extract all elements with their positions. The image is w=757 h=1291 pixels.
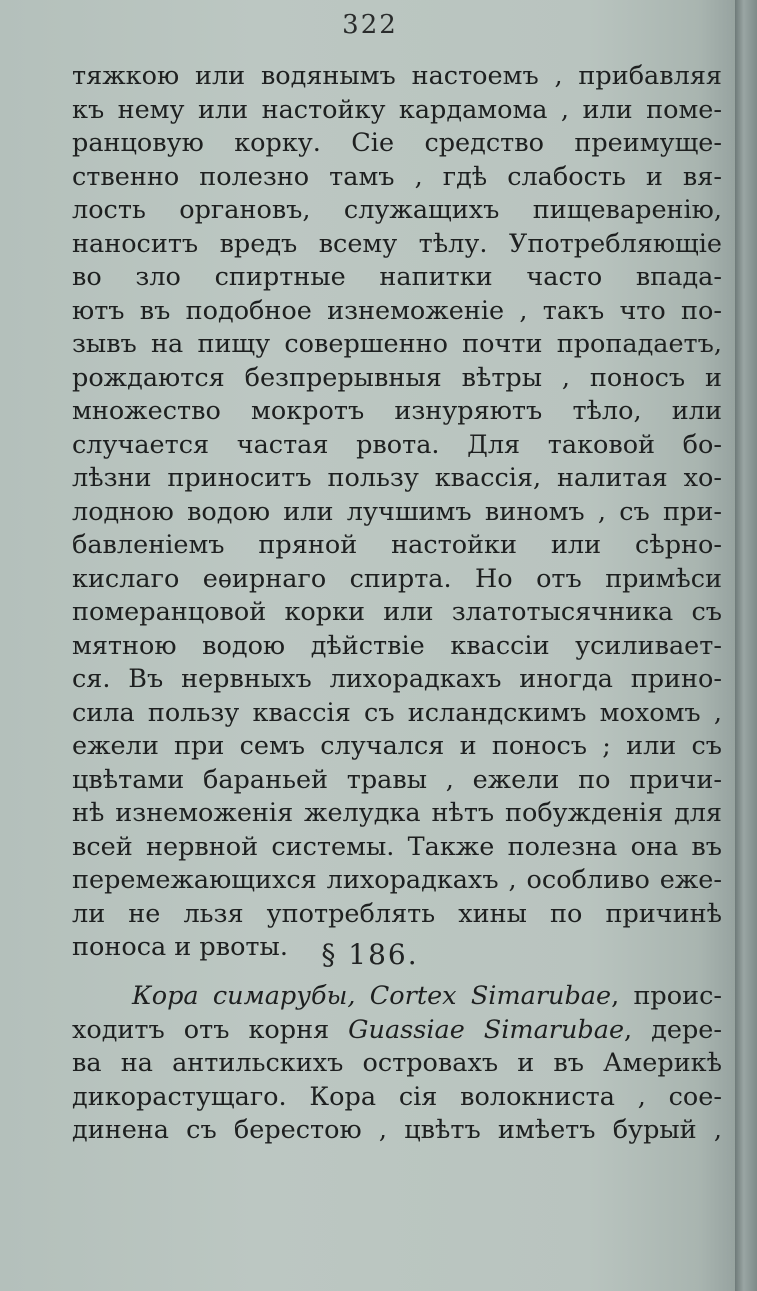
text-line: наноситъ вредъ всему тѣлу. Употребляющiе: [72, 228, 722, 259]
text-line: ся. Въ нервныхъ лихорадкахъ иногда прино-: [72, 664, 722, 694]
text-line: рождаются безпрерывныя вѣтры , поносъ и: [72, 362, 722, 393]
text-line: ственно полезно тамъ , гдѣ слабость и вя-: [72, 161, 722, 192]
text-line: ли не льзя употреблять хины по причинѣ: [72, 898, 722, 929]
text-line: множество мокротъ изнуряютъ тѣло, или: [72, 396, 722, 426]
text-line: тяжкою или водянымъ настоемъ , прибавляя: [72, 61, 722, 91]
text-line: нѣ изнеможенiя желудка нѣтъ побужденiя для: [72, 798, 722, 828]
text-line: сила пользу квассiя съ исландскимъ мохомъ ,: [72, 697, 722, 728]
text-line: всей нервной системы. Также полезна она въ: [72, 831, 722, 862]
text-line: во зло спиртные напитки часто впада-: [72, 262, 722, 292]
text-line: динена съ берестою , цвѣтъ имѣетъ бурый ,: [72, 1115, 722, 1145]
latin-term: Cortex Simarubae: [369, 981, 612, 1011]
text-line: бавленiемъ пряной настойки или сѣрно-: [72, 530, 722, 560]
text-line: цвѣтами бараньей травы , ежели по причи-: [72, 764, 722, 795]
text-line: перемежающихся лихорадкахъ , особливо еже-: [72, 865, 722, 895]
text-line: [72, 980, 722, 1014]
text-line: зывъ на пищу совершенно почти пропадаетъ,: [72, 329, 722, 359]
text-fragment: , проис-: [611, 981, 722, 1011]
latin-term: Guassiae Simarubae: [348, 1014, 625, 1045]
text-line: лость органовъ, служащихъ пищеваренiю,: [72, 195, 722, 225]
text-fragment: , дере-: [624, 1014, 722, 1045]
text-line: ранцовую корку. Сiе средство преимуще-: [72, 128, 722, 158]
text-fragment: ходитъ отъ корня: [72, 1014, 349, 1045]
text-line: кислаго еѳирнаго спирта. Но отъ примѣси: [72, 563, 722, 594]
section-heading: § 186.: [321, 938, 419, 971]
text-line: дикорастущаго. Кора сiя волокниста , сое-: [72, 1081, 722, 1112]
italic-term: Кора симарубы,: [132, 981, 356, 1011]
page-number: 322: [342, 10, 398, 40]
text-line: къ нему или настойку кардамома , или поме-: [72, 94, 722, 125]
paragraph-2: [72, 980, 722, 1148]
text-line: [72, 1014, 722, 1048]
text-line: лодною водою или лучшимъ виномъ , съ при-: [72, 496, 722, 527]
text-line: лѣзни приноситъ пользу квассiя, налитая хо-: [72, 463, 722, 493]
text-line: поноса и рвоты.: [72, 932, 288, 962]
page-edge: [735, 0, 757, 1291]
text-line: ва на антильскихъ островахъ и въ Америкѣ: [72, 1048, 722, 1078]
paragraph-1: [72, 60, 722, 965]
text-line: случается частая рвота. Для таковой бо-: [72, 429, 722, 460]
text-line: ежели при семъ случался и поносъ ; или съ: [72, 731, 722, 761]
text-line: мятною водою дѣйствiе квассiи усиливает-: [72, 630, 722, 661]
text-line: ютъ въ подобное изнеможенiе , такъ что по-: [72, 295, 722, 326]
text-line: померанцовой корки или златотысячника съ: [72, 597, 722, 627]
